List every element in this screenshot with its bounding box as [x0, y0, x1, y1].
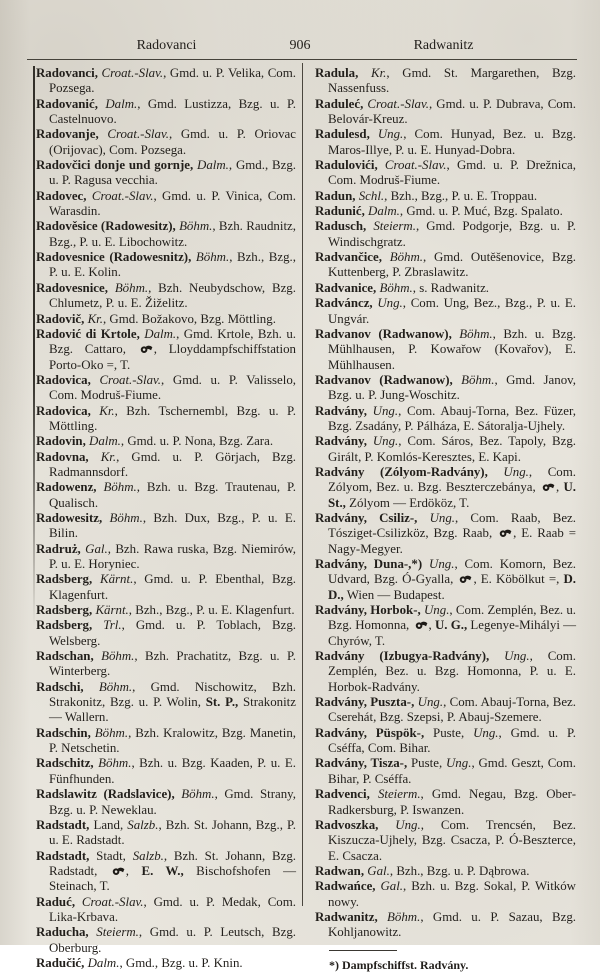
entry-region-abbrev: Böhm.: [452, 372, 495, 387]
entry: [315, 649, 576, 695]
entry-headword: Radovanić,: [36, 96, 98, 111]
entry-text: , Bzh., Bzg. u. P. Dąbrowa.: [389, 863, 530, 878]
entry-headword: Radučić,: [36, 955, 85, 970]
entry-headword: Radun,: [315, 188, 356, 203]
entry-text: , Gmd. u. P. Leutsch, Bzg. Oberburg.: [49, 925, 296, 955]
entry: [36, 219, 296, 250]
entry-text: , Gmd. Negau, Bzg. Ober-Radkersburg, P. Iswanzen.: [328, 787, 576, 817]
entry: [36, 97, 296, 128]
entry-headword: Radsberg,: [36, 618, 93, 633]
entry-text: , Bzh. Raudnitz, Bzg., P. u. E. Libochowitz.: [49, 219, 296, 249]
entry-region-abbrev: Dalm.: [364, 204, 400, 219]
entry-headword: Radovanje,: [36, 127, 99, 142]
entry-text: ,: [555, 480, 564, 495]
entry: [315, 695, 576, 726]
entry-region-abbrev: Kr.: [84, 311, 103, 326]
entry-region-abbrev: Ung.: [446, 756, 472, 771]
entry: [36, 787, 296, 818]
entry-region-abbrev: Böhm.: [102, 510, 143, 525]
entry-headword: Radovesnice (Radowesnitz),: [36, 250, 192, 265]
entry-headword: Radvány, Tisza-,: [315, 756, 408, 771]
entry: [315, 158, 576, 189]
entry-text: , Gmd. u. P. Sazau, Bzg. Kohljanowitz.: [328, 909, 576, 940]
entry-headword: Radvány, Horbok-,: [315, 603, 421, 618]
entry-text: , Com. Zemplén, Bez. u. Bzg. Homonna, P. u. E. Horbok-Radvány.: [328, 649, 576, 694]
entry: [36, 603, 296, 618]
entry-region-abbrev: Kr.: [358, 66, 387, 80]
entry: [315, 97, 576, 128]
entry-headword: E. W.,: [141, 863, 184, 878]
entry: [36, 756, 296, 787]
entry-region-abbrev: Ung.: [372, 296, 403, 311]
entry: [36, 281, 296, 312]
entry-headword: Radvány, Puszta-,: [315, 695, 415, 710]
entry-headword: Radowenz,: [36, 480, 97, 495]
entry-text: , Bzh. St. Johann, Bzg., P. u. E. Radstadt.: [49, 817, 297, 848]
entry-headword: U. G.,: [434, 618, 468, 633]
entry-text: , Gmd., Bzg. u. P. Ragusa vecchia.: [49, 158, 297, 188]
entry-region-abbrev: Croat.-Slav.: [97, 66, 164, 80]
entry: [315, 127, 576, 158]
entry-region-abbrev: Ung.: [414, 695, 444, 710]
entry-headword: Radsberg,: [36, 603, 93, 618]
entry-text: , Gmd., Bzg. u. P. Knin.: [119, 955, 243, 970]
entry: [315, 327, 576, 373]
entry-region-abbrev: Ung.: [366, 434, 399, 449]
entry-headword: Radvoszka,: [315, 817, 379, 832]
entry-headword: Radusch,: [315, 219, 367, 234]
entry-headword: Radvanice,: [315, 280, 377, 295]
entry-region-abbrev: Böhm.: [107, 280, 149, 295]
entry: [315, 787, 576, 818]
entry: [315, 511, 576, 557]
entry-region-abbrev: Steierm.: [88, 925, 139, 940]
entry: [36, 158, 296, 189]
entry-text: , Gmd. Geszt, Com. Bihar, P. Cséffa.: [328, 756, 577, 786]
entry-headword: Raducha,: [36, 925, 89, 940]
entry-text: , Gmd. Outěšenovice, Bzg. Kuttenberg, P. Zbraslawitz.: [328, 250, 576, 280]
posthorn-icon: [111, 866, 125, 876]
entry-text: , Gmd. u. P. Toblach, Bzg. Welsberg.: [49, 618, 296, 648]
entry-text: Wien — Budapest.: [343, 587, 445, 602]
entry-text: , Bzh. St. Johann, Bzg. Radstadt,: [49, 848, 296, 878]
entry-text: , Gmd. Lustizza, Bzg. u. P. Castelnuovo.: [49, 96, 297, 127]
entry-headword: Radunić,: [315, 204, 365, 219]
entry: [315, 818, 576, 864]
entry-region-abbrev: Ung.: [422, 557, 455, 571]
entry: [36, 373, 296, 404]
entry-region-abbrev: Dalm.: [85, 434, 121, 449]
entry: [36, 925, 296, 956]
posthorn-icon: [414, 620, 428, 630]
entry-headword: Radovica,: [36, 372, 91, 387]
entry: [36, 726, 296, 757]
entry-region-abbrev: Ung.: [417, 510, 456, 525]
entry-region-abbrev: Croat.-Slav.: [98, 127, 169, 142]
entry: [36, 649, 296, 680]
entry-text: , Com. Komorn, Bez. Udvard, Bzg. Ó-Gyalla,: [328, 557, 576, 587]
entry-region-abbrev: Croat.-Slav.: [90, 372, 162, 387]
entry-headword: Radula,: [315, 66, 359, 80]
entry-region-abbrev: Steierm.: [369, 787, 421, 802]
entry-text: , Bzh. Kralowitz, Bzg. Manetin, P. Netschetin.: [49, 725, 296, 756]
entry-region-abbrev: Böhm.: [451, 326, 493, 341]
entry: [36, 680, 296, 726]
entry-region-abbrev: Böhm.: [83, 679, 133, 694]
entry: [315, 204, 576, 219]
entry-text: , Gmd. u. P. Görjach, Bzg. Radmannsdorf.: [49, 449, 296, 479]
entry-text: , Bzh. Prachatitz, Bzg. u. P. Winterberg.: [49, 649, 296, 679]
entry-text: Puste,: [424, 725, 474, 740]
entry-text: Strakonitz — Wallern.: [49, 695, 296, 725]
entry: [315, 557, 576, 603]
entry-text: , Gmd. u. P. Oriovac (Orijovac), Com. Pozsega.: [49, 127, 297, 157]
entry-region-abbrev: Gal.: [375, 879, 404, 894]
entry-text: Bischofshofen — Steinach, T.: [49, 863, 296, 894]
entry-text: , Gmd. Podgorje, Bzg. u. P. Windischgratz.: [328, 219, 576, 249]
entry-text: , Gmd. u. P. Valisselo, Com. Modruš-Fiume.: [49, 372, 296, 403]
entry-headword: Radovin,: [36, 434, 86, 449]
entry-text: , Bzh. u. Bzg. Kaaden, P. u. E. Fünfhunden.: [49, 756, 296, 786]
entry-region-abbrev: Böhm.: [96, 480, 137, 495]
entry-headword: Radowesitz,: [36, 510, 103, 525]
running-head-left: Radovanci: [136, 38, 197, 53]
header-rule: [27, 59, 577, 60]
entry-text: , Gmd. Krtole, Bzh. u. Bzg. Cattaro,: [49, 326, 296, 357]
entry-headword: Radovna,: [36, 449, 89, 464]
entry-region-abbrev: Ung.: [366, 403, 399, 418]
entry-headword: Radvány, Duna-,*): [315, 557, 423, 571]
entry-headword: Radschin,: [36, 725, 91, 740]
entry: [315, 373, 576, 404]
posthorn-icon: [139, 344, 153, 354]
entry-headword: Radvány,: [315, 434, 367, 449]
entry-headword: Radvanov (Radwanow),: [315, 372, 453, 387]
entry-text: , Gmd. u. P. Dubrava, Com. Belovár-Kreuz.: [328, 96, 576, 127]
entry: [36, 542, 296, 573]
entry-text: Zólyom — Erdököz, T.: [345, 495, 470, 510]
entry-text: , Com. Zólyom, Bez. u. Bzg. Beszterczebánya,: [328, 464, 576, 495]
entry-region-abbrev: Kr.: [88, 449, 117, 464]
entry-region-abbrev: Böhm.: [174, 787, 215, 802]
entry: [315, 281, 576, 296]
entry-text: , E. Raab = Nagy-Megyer.: [328, 526, 576, 556]
entry: [36, 618, 296, 649]
posthorn-icon: [541, 482, 555, 492]
entry-region-abbrev: Gal.: [364, 863, 390, 878]
entry-region-abbrev: Kärnt.: [92, 572, 134, 587]
entry-region-abbrev: Böhm.: [381, 250, 424, 265]
running-header: [0, 38, 600, 56]
entry-headword: Radschitz,: [36, 756, 94, 771]
entry-region-abbrev: Böhm.: [377, 909, 421, 924]
entry: [36, 66, 296, 97]
footnote-block: [315, 950, 576, 972]
entry-region-abbrev: Schl.: [355, 188, 385, 203]
entry-headword: Radvanov (Radwanow),: [315, 326, 452, 341]
entry-text: , Gmd. u. P. Nona, Bzg. Zara.: [120, 434, 274, 449]
entry-region-abbrev: Böhm.: [90, 725, 129, 740]
entry-text: Stadt,: [89, 848, 133, 863]
entry-region-abbrev: Dalm.: [97, 96, 138, 111]
entry-headword: Radstadt,: [36, 817, 90, 832]
entry: [315, 296, 576, 327]
entry: [36, 956, 296, 971]
entry-text: Legenye-Mihályi — Chyrów, T.: [328, 618, 577, 648]
entry-text: , Com. Sáros, Bez. Tapoly, Bzg. Girált, P. Komlós-Keresztes, E. Kapi.: [328, 434, 576, 464]
entry-text: , Bzh. Neubydschow, Bzg. Chlumetz, P. u. E. Žiželitz.: [49, 280, 296, 311]
entry-headword: Raduleć,: [315, 96, 364, 111]
entry: [315, 404, 576, 435]
entry-text: , Bzh. u. Bzg. Mühlhausen, P. Kowařow (Kovařov), E. Mühlhausen.: [328, 326, 576, 372]
entry-text: ,: [428, 618, 435, 633]
entry-headword: Radváncz,: [315, 296, 373, 311]
entry-headword: Radvány, Püspök-,: [315, 725, 425, 740]
entry-text: , Gmd. Strany, Bzg. u. P. Neweklau.: [49, 787, 296, 817]
entry-text: , Gmd. u. P. Cséffa, Com. Bihar.: [328, 725, 576, 756]
posthorn-icon: [458, 574, 472, 584]
entry-text: , Gmd. Janov, Bzg. u. P. Jung-Woschitz.: [328, 372, 576, 403]
entry-text: , Lloyddampfschiffstation Porto-Oko =, T.: [49, 342, 296, 372]
footnote-rule: [329, 950, 397, 951]
entry: [36, 895, 296, 926]
entry-text: , Com. Abauj-Torna, Bez. Cserehát, Bzg. Szepsi, P. Abauj-Szemere.: [328, 695, 576, 725]
entry-region-abbrev: Dalm.: [139, 326, 177, 341]
entry-headword: Radsberg,: [36, 572, 93, 587]
entry-headword: Radulesd,: [315, 127, 370, 142]
entry-text: , Gmd. Božakovo, Bzg. Möttling.: [102, 311, 276, 326]
entry-headword: Radovič,: [36, 311, 85, 326]
entry-headword: Radvány,: [315, 403, 367, 418]
entry: [315, 879, 576, 910]
right-column: [313, 66, 576, 972]
entry-headword: Radslawitz (Radslavice),: [36, 787, 175, 802]
entry: [315, 603, 576, 649]
entry-headword: St. P.,: [205, 695, 239, 710]
entry-text: , Gmd. u. P. Muć, Bzg. Spalato.: [399, 204, 563, 219]
entry-text: , Gmd. u. P. Vinica, Com. Warasdin.: [49, 188, 296, 219]
entry: [315, 219, 576, 250]
entry: [315, 250, 576, 281]
entry-region-abbrev: Trl.: [92, 618, 122, 633]
entry-headword: Radwan,: [315, 863, 365, 878]
entry: [315, 910, 576, 941]
entry-text: , Bzh. Dux, Bzg., P. u. E. Bilin.: [49, 510, 297, 541]
entry-headword: Radovanci,: [36, 66, 98, 80]
entry: [315, 726, 576, 757]
entry: [36, 450, 296, 481]
entry-headword: Radschi,: [36, 679, 84, 694]
entry-headword: Radovčici donje und gornje,: [36, 158, 194, 173]
entry-headword: Radruż,: [36, 541, 81, 556]
entry: [36, 312, 296, 327]
footnote-text: *) Dampfschiffst. Radvány.: [329, 957, 469, 972]
entry-region-abbrev: Ung.: [487, 464, 529, 479]
entry-region-abbrev: Dalm.: [84, 955, 120, 970]
entry-headword: U. St.,: [328, 480, 576, 510]
entry-region-abbrev: Croat.-Slav.: [363, 96, 429, 111]
entry: [315, 465, 576, 511]
entry-text: , Bzh., Bzg., P. u. E. Kolin.: [49, 250, 296, 280]
entry-text: , Gmd. St. Margarethen, Bzg. Nassenfuss.: [328, 66, 576, 96]
entry-headword: Radvančice,: [315, 250, 382, 265]
entry-region-abbrev: Gal.: [80, 541, 108, 556]
entry: [315, 434, 576, 465]
left-column: [36, 66, 296, 972]
entry-headword: Raduć,: [36, 894, 76, 909]
entry-headword: Radović di Krtole,: [36, 326, 140, 341]
entry-headword: Radvány (Zólyom-Radvány),: [315, 464, 488, 479]
entry: [315, 756, 576, 787]
entry-headword: Radwanitz,: [315, 909, 378, 924]
entry-text: , Gmd. Nischowitz, Bzh. Strakonitz, Bzg. u. P. Wolin,: [49, 679, 296, 710]
entry-region-abbrev: Böhm.: [93, 649, 135, 664]
entry-text: , Gmd. u. P. Ebenthal, Bzg. Klagenfurt.: [49, 572, 296, 602]
entry-headword: Radověsice (Radowesitz),: [36, 219, 176, 234]
entry-region-abbrev: Dalm.: [193, 158, 229, 173]
entry-text: , Bzh. Rawa ruska, Bzg. Niemirów, P. u. E. Horyniec.: [49, 541, 296, 571]
entry-headword: Radvány (Izbugya-Radvány),: [315, 649, 490, 664]
entry-headword: Radovica,: [36, 403, 91, 418]
entry-region-abbrev: Kärnt.: [92, 603, 129, 618]
entry: [36, 818, 296, 849]
entry-region-abbrev: Ung.: [420, 603, 450, 618]
entry-headword: Radvenci,: [315, 787, 370, 802]
entry-text: Land,: [89, 817, 128, 832]
entry: [36, 327, 296, 373]
entry-text: , E. Köbölkut =,: [473, 572, 564, 587]
entry-text: Puste,: [407, 756, 446, 771]
entry-text: , Bzh. u. Bzg. Trautenau, P. Qualisch.: [49, 480, 296, 510]
entry-region-abbrev: Salzb.: [127, 817, 159, 832]
page-edge-rule: [33, 66, 35, 626]
entry-region-abbrev: Böhm.: [191, 250, 230, 265]
entry-headword: Radstadt,: [36, 848, 90, 863]
entry: [36, 849, 296, 895]
entry-region-abbrev: Böhm.: [376, 280, 413, 295]
running-head-right: Radwanitz: [413, 38, 474, 53]
entry-region-abbrev: Böhm.: [175, 219, 213, 234]
entry-text: , Bzh., Bzg., P. u. E. Troppau.: [384, 188, 538, 203]
entry-text: , Com. Ung, Bez., Bzg., P. u. E. Ungvár.: [328, 296, 576, 326]
entry: [36, 511, 296, 542]
entry-text: , Bzh. Tschernembl, Bzg. u. P. Möttling.: [49, 403, 296, 433]
entry-headword: Radovec,: [36, 188, 87, 203]
entry: [36, 189, 296, 220]
entry-region-abbrev: Steierm.: [366, 219, 416, 234]
entry: [36, 572, 296, 603]
entry-text: , Gmd. u. P. Medak, Com. Lika-Krbava.: [49, 894, 296, 924]
entry-region-abbrev: Croat.-Slav.: [377, 158, 447, 173]
entry-text: , Com. Zemplén, Bez. u. Bzg. Homonna,: [328, 603, 576, 633]
entry-text: , Com. Trencsén, Bez. Kiszucza-Ujhely, Bzg. Csacza, P. Ó-Beszterce, E. Csacza.: [328, 817, 576, 863]
entry-headword: Radulovići,: [315, 158, 378, 173]
entry-region-abbrev: Ung.: [369, 127, 404, 142]
entry-region-abbrev: Salzb.: [132, 848, 164, 863]
entry-text: , Com. Abauj-Torna, Bez. Füzer, Bzg. Zsadány, P. Pálháza, E. Sátoralja-Ujhely.: [328, 403, 576, 433]
entry-region-abbrev: Ung.: [378, 817, 421, 832]
entry-region-abbrev: Croat.-Slav.: [75, 894, 144, 909]
entry-region-abbrev: Böhm.: [93, 756, 132, 771]
entry-text: , Bzh. u. Bzg. Sokal, P. Witków nowy.: [328, 879, 576, 909]
entry: [36, 434, 296, 449]
entry-region-abbrev: Kr.: [90, 403, 115, 418]
entry: [36, 250, 296, 281]
entry: [36, 127, 296, 158]
entry-headword: Radovesnice,: [36, 280, 108, 295]
entry-headword: Radvány, Csiliz-,: [315, 510, 418, 525]
entry-text: , Com. Hunyad, Bez. u. Bzg. Maros-Illye, P. u. E. Hunyad-Dobra.: [328, 127, 576, 157]
entry-text: , Gmd. u. P. Drežnica, Com. Modruš-Fiume.: [328, 158, 576, 188]
entry-text: , Com. Raab, Bez. Tósziget-Csilizköz, Bzg. Raab,: [328, 510, 576, 541]
entry-region-abbrev: Croat.-Slav.: [86, 188, 154, 203]
entry-region-abbrev: Ung.: [489, 649, 530, 664]
entry: [315, 864, 576, 879]
entry: [315, 189, 576, 204]
entry-text: ,: [125, 863, 142, 878]
entry-text: , Gmd. u. P. Velika, Com. Pozsega.: [49, 66, 297, 96]
entry-text: , s. Radwanitz.: [412, 280, 490, 295]
entry: [36, 480, 296, 511]
entry-region-abbrev: Ung.: [473, 725, 499, 740]
posthorn-icon: [498, 528, 512, 538]
entry: [315, 66, 576, 97]
text-columns: [36, 66, 576, 972]
page-number: 906: [289, 38, 311, 53]
entry: [36, 404, 296, 435]
entry-text: , Bzh., Bzg., P. u. E. Klagenfurt.: [128, 603, 295, 618]
entry-headword: Radschan,: [36, 649, 94, 664]
entry-headword: D. D.,: [328, 572, 576, 602]
entry-headword: Radwańce,: [315, 879, 376, 894]
